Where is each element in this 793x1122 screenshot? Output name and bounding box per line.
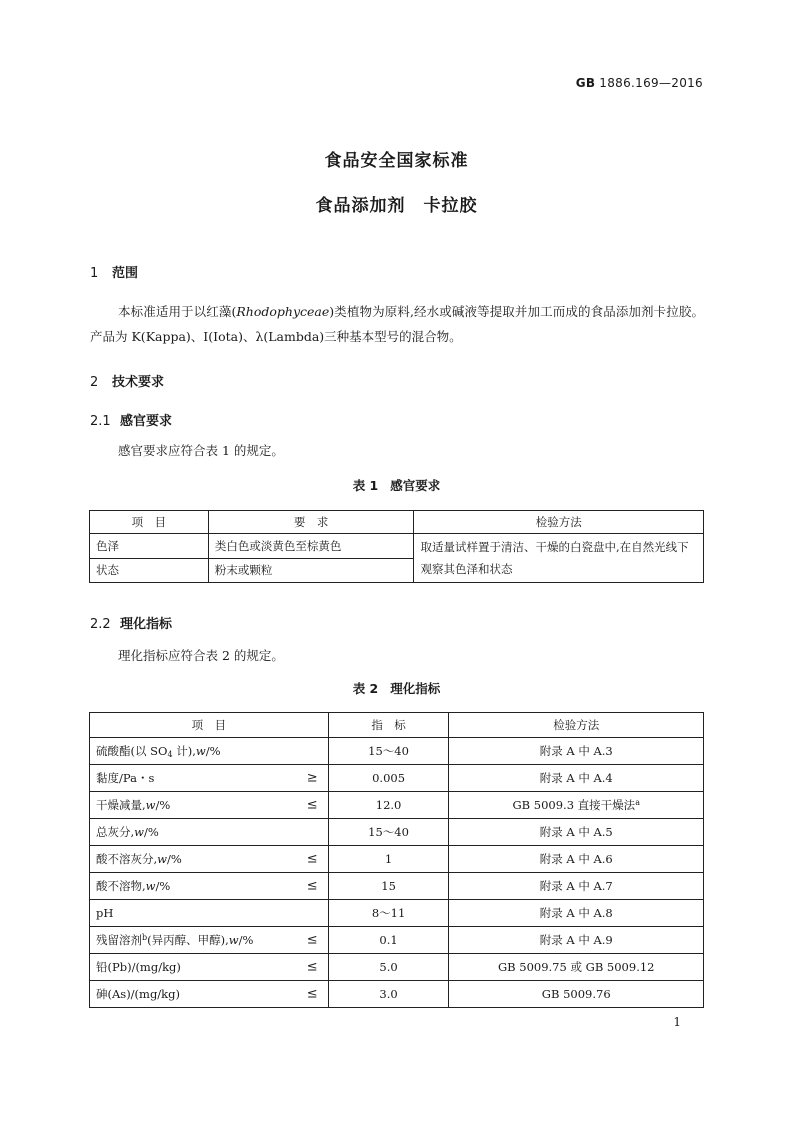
item-text: 酸不溶灰分, — [96, 852, 158, 866]
caption-number: 表 1 — [352, 478, 379, 493]
item-text: (异丙醇、甲醇), — [147, 933, 229, 947]
cell-method: 附录 A 中 A.3 — [449, 738, 704, 765]
header-method: 检验方法 — [449, 713, 704, 738]
footnote-mark: a — [635, 798, 640, 807]
section-2-heading — [90, 371, 164, 390]
cell-item — [90, 765, 329, 792]
cell-requirement: 粉末或颗粒 — [208, 558, 414, 583]
item-operator: ≤ — [306, 878, 318, 894]
cell-item — [90, 900, 329, 927]
item-text: 干燥减量, — [96, 798, 146, 812]
item-variable: w — [195, 744, 206, 758]
item-operator: ≤ — [306, 797, 318, 813]
cell-value: 3.0 — [328, 981, 449, 1008]
item-variable: w — [145, 798, 156, 812]
item-text: pH — [96, 906, 114, 920]
table-row — [90, 792, 704, 819]
cell-item — [90, 927, 329, 954]
cell-method: 取适量试样置于清洁、干燥的白瓷盘中,在自然光线下观察其色泽和状态 — [414, 534, 704, 583]
scope-paragraph — [90, 299, 704, 349]
section-number: 1 — [90, 266, 99, 281]
cell-item — [90, 792, 329, 819]
item-text: 砷(As)/(mg/kg) — [96, 987, 180, 1001]
cell-requirement: 类白色或淡黄色至棕黄色 — [208, 534, 414, 559]
item-text: 铅(Pb)/(mg/kg) — [96, 960, 181, 974]
scope-text-2: )类植物为原料,经水或碱液等提取并加工而成的食品添加剂卡拉胶。产品为 K(Kappa)、I(Iota)、λ(Lambda)三种基本型号的混合物。 — [90, 304, 704, 344]
item-text: 计), — [172, 744, 196, 758]
item-operator: ≤ — [306, 986, 318, 1002]
physchem-paragraph: 理化指标应符合表 2 的规定。 — [118, 648, 284, 663]
item-operator: ≤ — [306, 932, 318, 948]
cell-value: 8～11 — [328, 900, 449, 927]
item-unit: /% — [155, 798, 171, 812]
item-variable: w — [145, 879, 156, 893]
table-row — [90, 873, 704, 900]
cell-value: 15～40 — [328, 819, 449, 846]
item-operator: ≥ — [306, 770, 318, 786]
caption-number: 表 2 — [352, 681, 379, 696]
cell-value: 0.1 — [328, 927, 449, 954]
cell-item: 状态 — [90, 558, 209, 583]
cell-method: GB 5009.75 或 GB 5009.12 — [449, 954, 704, 981]
item-unit: /% — [205, 744, 221, 758]
cell-method: 附录 A 中 A.4 — [449, 765, 704, 792]
table-row — [90, 765, 704, 792]
header-index: 指 标 — [328, 713, 449, 738]
physchem-table — [89, 712, 704, 1008]
cell-item — [90, 819, 329, 846]
cell-item — [90, 873, 329, 900]
cell-item: 色泽 — [90, 534, 209, 559]
table-row — [90, 954, 704, 981]
table-header-row — [90, 511, 704, 534]
table-row — [90, 738, 704, 765]
header-method: 检验方法 — [414, 511, 704, 534]
latin-name: Rhodophyceae — [236, 304, 330, 319]
item-subscript: 4 — [167, 750, 173, 759]
item-unit: /% — [144, 825, 159, 839]
section-number: 2.2 — [90, 617, 111, 632]
cell-item — [90, 846, 329, 873]
cell-value: 5.0 — [328, 954, 449, 981]
sensory-table — [89, 510, 704, 583]
document-title: 食品安全国家标准 — [324, 151, 469, 171]
footnote-mark: b — [142, 933, 148, 942]
item-variable: w — [228, 933, 239, 947]
table-1-caption — [0, 476, 793, 494]
cell-value: 12.0 — [328, 792, 449, 819]
sensory-paragraph: 感官要求应符合表 1 的规定。 — [118, 443, 284, 458]
item-text: 黏度/Pa・s — [96, 771, 155, 785]
section-title: 技术要求 — [112, 375, 165, 390]
item-unit: /% — [167, 852, 182, 866]
cell-value: 1 — [328, 846, 449, 873]
standard-code — [576, 76, 703, 90]
table-2-caption — [0, 679, 793, 697]
document-subtitle: 食品添加剂 卡拉胶 — [315, 196, 478, 216]
cell-method: 附录 A 中 A.7 — [449, 873, 704, 900]
item-text: 硫酸酯(以 SO — [96, 744, 168, 758]
item-text: 残留溶剂 — [96, 933, 142, 947]
standard-number: 1886.169—2016 — [599, 76, 703, 90]
cell-item — [90, 954, 329, 981]
cell-item — [90, 981, 329, 1008]
section-title: 范围 — [112, 266, 139, 281]
item-text: 总灰分, — [96, 825, 135, 839]
method-text: GB 5009.3 直接干燥法 — [512, 798, 636, 812]
section-number: 2.1 — [90, 414, 111, 429]
page-number: 1 — [673, 1015, 681, 1029]
table-row — [90, 927, 704, 954]
cell-method: 附录 A 中 A.6 — [449, 846, 704, 873]
table-header-row — [90, 713, 704, 738]
item-operator: ≤ — [306, 851, 318, 867]
standard-prefix: GB — [575, 76, 596, 90]
header-item: 项 目 — [90, 511, 209, 534]
table-row — [90, 981, 704, 1008]
cell-method: GB 5009.76 — [449, 981, 704, 1008]
cell-value: 15～40 — [328, 738, 449, 765]
section-number: 2 — [90, 375, 99, 390]
cell-method: 附录 A 中 A.5 — [449, 819, 704, 846]
section-title: 感官要求 — [120, 414, 173, 429]
table-row — [90, 846, 704, 873]
cell-method — [449, 792, 704, 819]
item-variable: w — [157, 852, 167, 866]
section-title: 理化指标 — [120, 617, 173, 632]
cell-method: 附录 A 中 A.8 — [449, 900, 704, 927]
cell-value: 0.005 — [328, 765, 449, 792]
cell-item — [90, 738, 329, 765]
section-2-1-heading — [90, 410, 172, 429]
caption-title: 理化指标 — [390, 681, 441, 696]
item-unit: /% — [155, 879, 171, 893]
item-text: 酸不溶物, — [96, 879, 146, 893]
cell-method: 附录 A 中 A.9 — [449, 927, 704, 954]
caption-title: 感官要求 — [390, 478, 441, 493]
section-1-heading — [90, 262, 138, 281]
header-requirement: 要 求 — [208, 511, 414, 534]
item-unit: /% — [238, 933, 254, 947]
item-variable: w — [134, 825, 144, 839]
table-row — [90, 900, 704, 927]
cell-value: 15 — [328, 873, 449, 900]
scope-text-1: 本标准适用于以红藻( — [118, 304, 237, 319]
table-row — [90, 819, 704, 846]
header-item: 项 目 — [90, 713, 329, 738]
item-operator: ≤ — [306, 959, 318, 975]
table-row — [90, 534, 704, 559]
section-2-2-heading — [90, 613, 172, 632]
